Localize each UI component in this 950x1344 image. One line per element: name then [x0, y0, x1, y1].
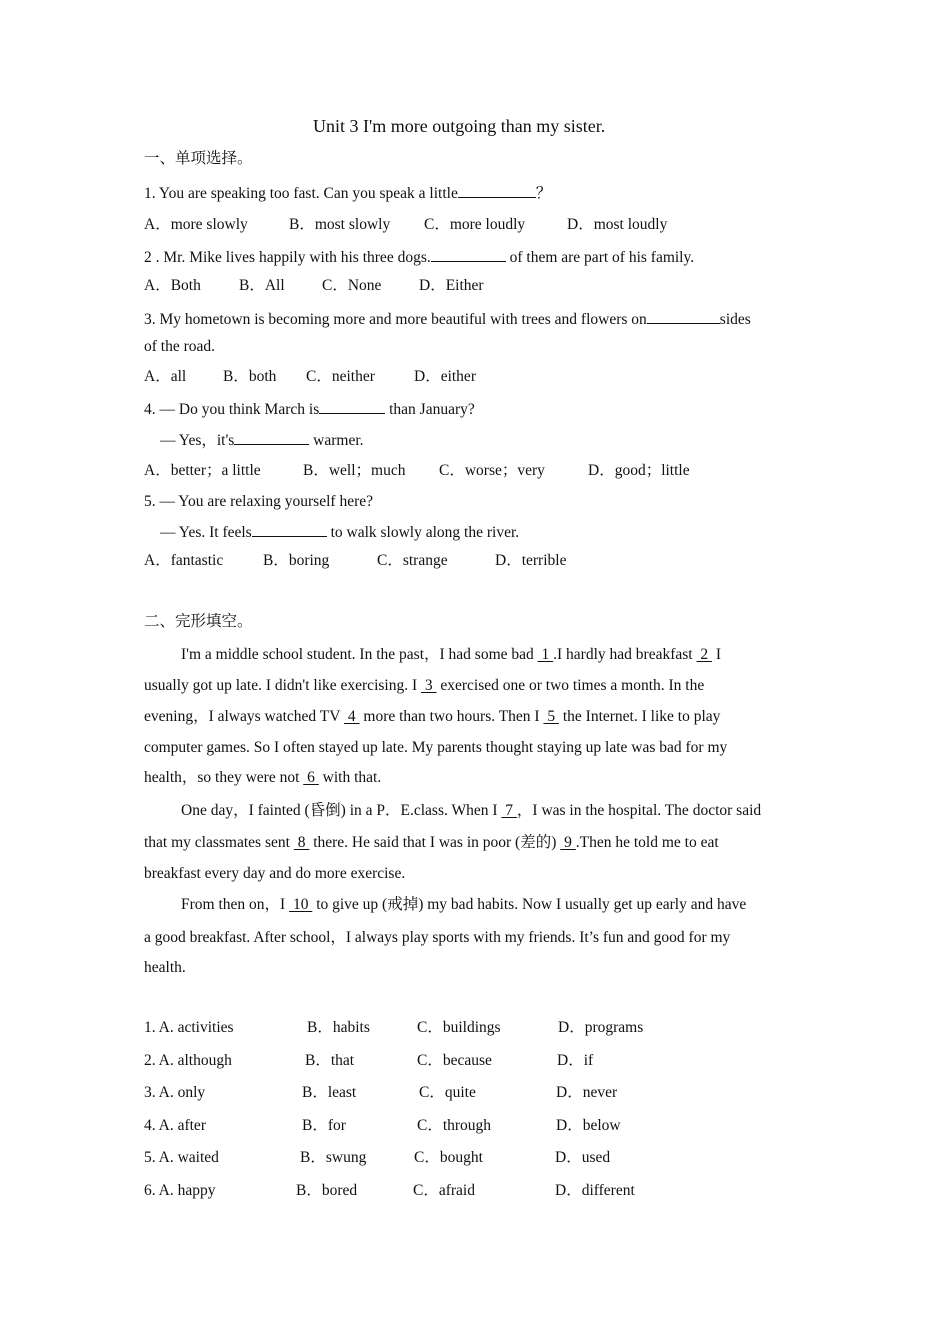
question-3-continued: of the road.	[144, 338, 216, 355]
question-text: 2 . Mr. Mike lives happily with his three dogs.	[144, 249, 431, 266]
cloze-option-c: C．afraid	[413, 1182, 475, 1199]
question-5: 5. — You are relaxing yourself here?	[144, 493, 373, 510]
cloze-option-c: C．buildings	[417, 1019, 501, 1036]
cloze-option-d: D．programs	[558, 1019, 644, 1036]
question-text-end: ？	[535, 185, 552, 202]
blank-number: 6	[303, 769, 319, 786]
cloze-option-a: 2. A. although	[144, 1052, 232, 1069]
passage-line: a good breakfast. After school，I always play sports with my friends. It’s fun and good for my	[144, 929, 731, 946]
cloze-option-b: B．swung	[300, 1149, 367, 1166]
option-c: C．neither	[306, 368, 375, 385]
question-5-response	[160, 521, 519, 543]
passage-line	[181, 645, 721, 665]
response-text-end: to walk slowly along the river.	[326, 524, 520, 541]
option-d: D．terrible	[495, 552, 567, 569]
cloze-option-b: B．that	[305, 1052, 355, 1069]
option-b: B．boring	[263, 552, 330, 569]
passage-text: I'm a middle school student. In the past，I had some bad	[181, 646, 538, 663]
question-text: 1. You are speaking too fast. Can you speak a little	[144, 185, 458, 202]
blank-number: 2	[696, 646, 712, 663]
option-a: A．more slowly	[144, 216, 248, 233]
answer-blank	[234, 429, 309, 445]
question-4-response	[160, 429, 364, 451]
answer-blank	[458, 182, 536, 198]
passage-text: I	[711, 646, 722, 663]
passage-line: computer games. So I often stayed up late. My parents thought staying up late was bad for my	[144, 739, 728, 756]
question-text-end: of them are part of his family.	[505, 249, 695, 266]
option-c: C．worse；very	[439, 462, 545, 479]
blank-number: 5	[543, 708, 559, 725]
question-1	[144, 182, 551, 204]
question-text: 3. My hometown is becoming more and more beautiful with trees and flowers on	[144, 311, 647, 328]
passage-text: One day，I fainted (昏倒) in a P．E.class. When I	[181, 802, 502, 819]
option-d: D．most loudly	[567, 216, 668, 233]
passage-line	[144, 707, 720, 727]
cloze-option-a: 4. A. after	[144, 1117, 206, 1134]
passage-text: with that.	[318, 769, 382, 786]
passage-line	[144, 676, 704, 696]
option-a: A．fantastic	[144, 552, 224, 569]
cloze-option-a: 3. A. only	[144, 1084, 206, 1101]
blank-number: 9	[560, 834, 576, 851]
option-b: B．both	[223, 368, 277, 385]
response-text-end: warmer.	[309, 432, 364, 449]
passage-text: exercised one or two times a month. In the	[436, 677, 705, 694]
passage-text: more than two hours. Then I	[359, 708, 544, 725]
answer-blank	[647, 308, 720, 324]
page-title: Unit 3 I'm more outgoing than my sister.	[313, 116, 606, 136]
option-a: A．Both	[144, 277, 201, 294]
blank-number: 10	[289, 896, 313, 913]
passage-text: .Then he told me to eat	[575, 834, 719, 851]
cloze-option-b: B．least	[302, 1084, 357, 1101]
blank-number: 3	[421, 677, 437, 694]
option-c: C．None	[322, 277, 382, 294]
cloze-option-a: 6. A. happy	[144, 1182, 216, 1199]
question-2	[144, 246, 694, 268]
cloze-option-b: B．habits	[307, 1019, 370, 1036]
cloze-option-d: D．if	[557, 1052, 594, 1069]
passage-text: ，I was in the hospital. The doctor said	[516, 802, 762, 819]
option-b: B．well；much	[303, 462, 406, 479]
cloze-option-c: C．because	[417, 1052, 492, 1069]
passage-line	[181, 895, 746, 915]
option-c: C．strange	[377, 552, 448, 569]
passage-text: .I hardly had breakfast	[553, 646, 697, 663]
passage-text: there. He said that I was in poor (差的)	[309, 834, 561, 851]
passage-line: breakfast every day and do more exercise.	[144, 865, 406, 882]
response-text: — Yes. It feels	[160, 524, 252, 541]
passage-text: From then on，I	[181, 896, 290, 913]
passage-line	[181, 801, 761, 821]
cloze-option-d: D．never	[556, 1084, 618, 1101]
cloze-option-b: B．bored	[296, 1182, 358, 1199]
passage-text: evening，I always watched TV	[144, 708, 345, 725]
answer-blank	[319, 398, 385, 414]
option-c: C．more loudly	[424, 216, 526, 233]
question-3	[144, 308, 751, 330]
answer-blank	[431, 246, 506, 262]
option-b: B．most slowly	[289, 216, 391, 233]
answer-blank	[252, 521, 327, 537]
cloze-option-a: 1. A. activities	[144, 1019, 234, 1036]
option-a: A．all	[144, 368, 187, 385]
question-text: 4. — Do you think March is	[144, 401, 320, 418]
passage-text: the Internet. I like to play	[558, 708, 721, 725]
cloze-option-c: C．bought	[414, 1149, 483, 1166]
question-4	[144, 398, 475, 420]
question-text-end: than January?	[385, 401, 475, 418]
passage-line: health.	[144, 959, 186, 976]
passage-line	[144, 768, 381, 788]
blank-number: 4	[344, 708, 360, 725]
blank-number: 8	[293, 834, 310, 851]
question-text-end: sides	[719, 311, 751, 328]
option-d: D．either	[414, 368, 476, 385]
passage-line	[144, 833, 719, 853]
passage-text: to give up (戒掉) my bad habits. Now I usually get up early and have	[312, 896, 747, 913]
section1-heading: 一、单项选择。	[144, 150, 253, 167]
option-b: B．All	[239, 277, 285, 294]
cloze-option-d: D．below	[556, 1117, 621, 1134]
passage-text: usually got up late. I didn't like exercising. I	[144, 677, 421, 694]
cloze-option-c: C．through	[417, 1117, 492, 1134]
response-text: — Yes，it's	[160, 432, 235, 449]
passage-text: that my classmates sent	[144, 834, 294, 851]
cloze-option-d: D．different	[555, 1182, 635, 1199]
option-d: D．Either	[419, 277, 484, 294]
blank-number: 1	[537, 646, 554, 663]
cloze-option-c: C．quite	[419, 1084, 476, 1101]
section2-heading: 二、完形填空。	[144, 613, 253, 630]
cloze-option-b: B．for	[302, 1117, 346, 1134]
cloze-option-a: 5. A. waited	[144, 1149, 219, 1166]
blank-number: 7	[501, 802, 517, 819]
passage-text: health，so they were not	[144, 769, 304, 786]
cloze-option-d: D．used	[555, 1149, 611, 1166]
option-d: D．good；little	[588, 462, 690, 479]
option-a: A．better；a little	[144, 462, 261, 479]
